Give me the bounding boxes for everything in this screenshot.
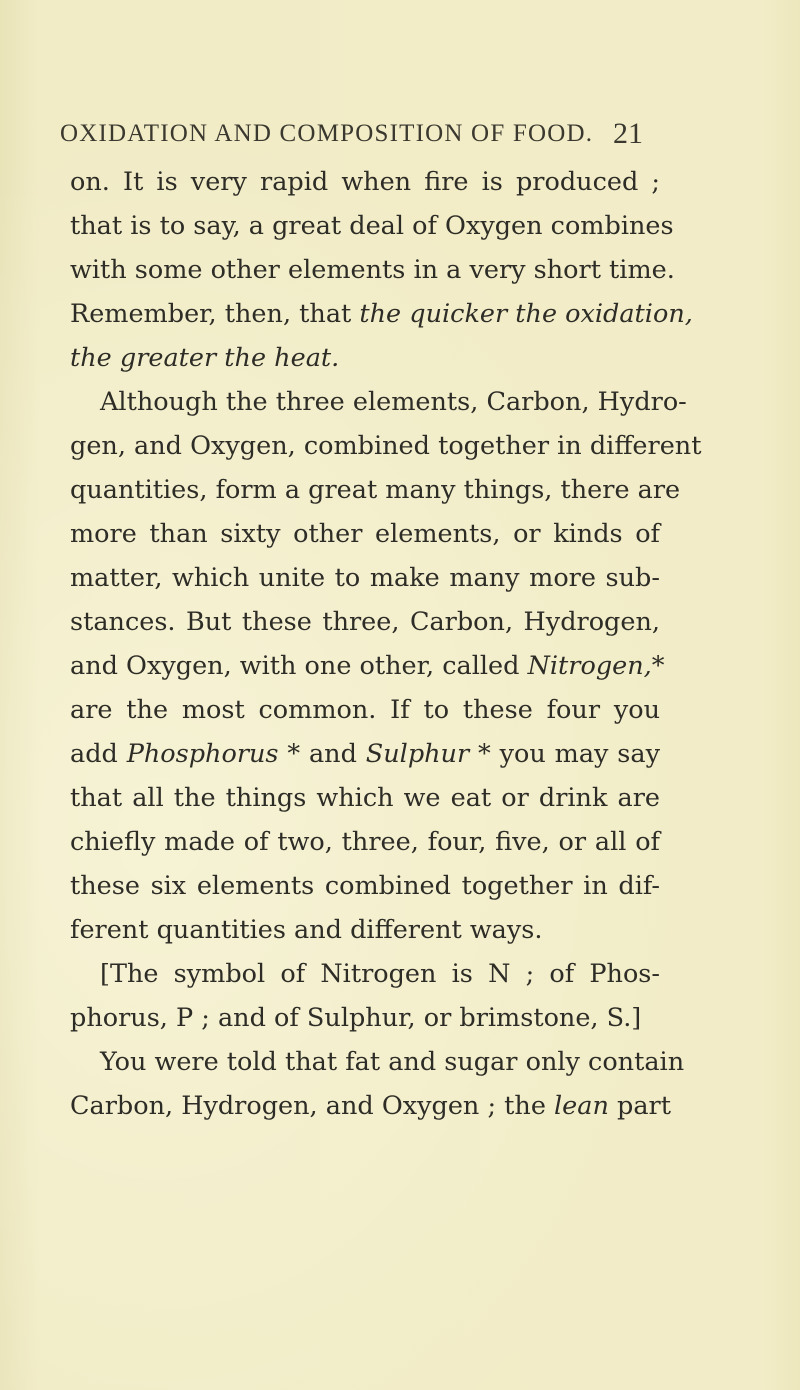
text-line-4 bbox=[70, 292, 693, 336]
text-line-1: on. It is very rapid when fire is produced ; bbox=[70, 167, 660, 197]
text-line-7: gen, and Oxygen, combined together in different bbox=[70, 431, 702, 461]
text-line-12-italic: Nitrogen,* bbox=[527, 651, 665, 681]
text-line-22 bbox=[70, 1084, 671, 1128]
text-line-2: that is to say, a great deal of Oxygen combines bbox=[70, 211, 674, 241]
text-line-14 bbox=[70, 732, 660, 776]
text-line-16: chiefly made of two, three, four, five, or all of bbox=[70, 827, 660, 857]
text-line-15: that all the things which we eat or drink are bbox=[70, 783, 660, 813]
text-line-14-sulphur: Sulphur bbox=[365, 739, 470, 769]
text-line-22-italic: lean bbox=[554, 1091, 609, 1121]
text-line-17: these six elements combined together in dif- bbox=[70, 871, 660, 901]
text-line-19: [The symbol of Nitrogen is N ; of Phos- bbox=[100, 959, 660, 989]
text-line-6: Although the three elements, Carbon, Hydro- bbox=[100, 387, 687, 417]
text-line-12 bbox=[70, 644, 665, 688]
text-line-14-phosphorus: Phosphorus bbox=[126, 739, 279, 769]
running-header bbox=[60, 117, 660, 150]
text-line-18: ferent quantities and different ways. bbox=[70, 915, 543, 945]
text-line-4-italic: the quicker the oxidation, bbox=[359, 299, 693, 329]
text-line-10: matter, which unite to make many more sub- bbox=[70, 563, 660, 593]
text-line-21: You were told that fat and sugar only contain bbox=[100, 1047, 685, 1077]
text-line-12-a: and Oxygen, with one other, called bbox=[70, 651, 528, 681]
text-line-22-c: part bbox=[608, 1091, 671, 1121]
text-line-22-a: Carbon, Hydrogen, and Oxygen ; the bbox=[70, 1091, 555, 1121]
text-line-5-italic: the greater the heat. bbox=[70, 343, 340, 373]
text-line-8: quantities, form a great many things, there are bbox=[70, 475, 681, 505]
text-line-14-a: add bbox=[70, 739, 127, 769]
page-number: 21 bbox=[613, 117, 643, 150]
header-title: OXIDATION AND COMPOSITION OF FOOD. bbox=[60, 120, 594, 147]
text-line-9: more than sixty other elements, or kinds of bbox=[70, 519, 660, 549]
text-line-14-c: * and bbox=[278, 739, 366, 769]
text-line-20: phorus, P ; and of Sulphur, or brimstone, S.] bbox=[70, 1003, 642, 1033]
text-line-14-e: * you may say bbox=[469, 739, 660, 769]
text-line-5 bbox=[70, 336, 339, 380]
text-line-13: are the most common. If to these four you bbox=[70, 695, 660, 725]
text-line-11: stances. But these three, Carbon, Hydrogen, bbox=[70, 607, 660, 637]
text-line-4-a: Remember, then, that bbox=[70, 299, 360, 329]
text-line-3: with some other elements in a very short time. bbox=[70, 255, 675, 285]
